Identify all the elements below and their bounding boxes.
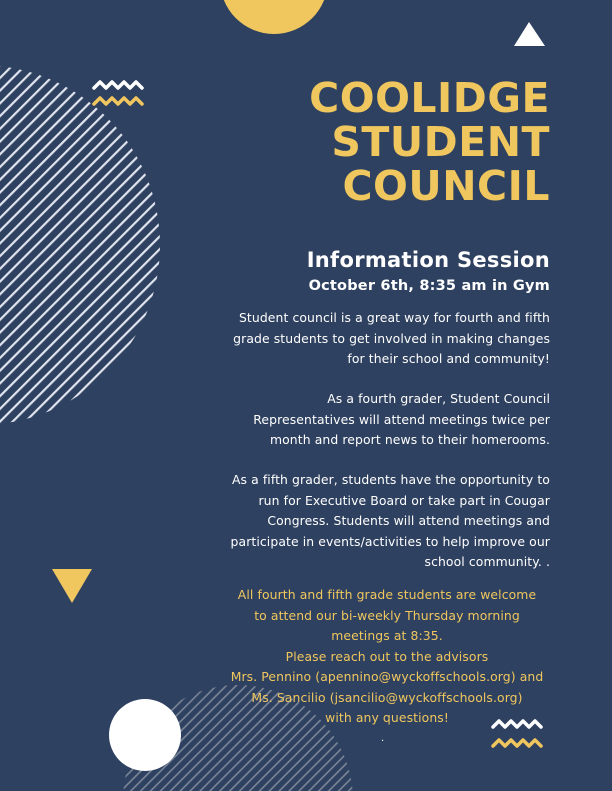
advisor-email-sancilio: Ms. Sancilio (jsancilio@wyckoffschools.org)	[251, 689, 523, 705]
text-line: school community. .	[424, 554, 550, 569]
paragraph-intro	[233, 308, 550, 370]
advisor-email-pennino: Mrs. Pennino (apennino@wyckoffschools.org) and	[230, 669, 544, 684]
text-line: All fourth and fifth grade students are welcome	[237, 587, 537, 602]
text-line: grade students to get involved in making changes	[233, 330, 550, 346]
left-yellow-triangle	[52, 569, 92, 603]
title-line-1: COOLIDGE	[309, 74, 550, 122]
paragraph-fifth-grade	[231, 470, 550, 573]
text-line: for their school and community!	[347, 351, 550, 366]
text-line: meetings at 8:35.	[331, 628, 443, 643]
text-line: As a fourth grader, Student Council	[327, 391, 550, 406]
top-yellow-circle	[220, 0, 328, 34]
trailing-mark: .	[381, 733, 385, 744]
bottom-white-circle	[109, 699, 181, 771]
text-line: with any questions!	[325, 710, 449, 725]
text-line: Please reach out to the advisors	[285, 648, 489, 664]
info-session-date: October 6th, 8:35 am in Gym	[308, 278, 550, 294]
text-line: As a fifth grader, students have the opportunity to	[231, 472, 550, 487]
left-striped-circle	[0, 60, 170, 440]
title-line-2: STUDENT	[331, 118, 550, 166]
top-left-zigzags	[94, 82, 142, 104]
paragraph-fourth-grade	[253, 389, 550, 451]
text-line: to attend our bi-weekly Thursday morning	[254, 607, 520, 623]
text-line: Representatives will attend meetings twice per	[253, 411, 550, 427]
top-right-triangle	[514, 22, 545, 46]
flyer-title	[309, 76, 550, 208]
text-line: Congress. Students will attend meetings and	[267, 513, 550, 528]
text-line: run for Executive Board or take part in Cougar	[258, 492, 550, 508]
text-line: participate in events/activities to help improve our	[230, 533, 550, 549]
info-session-heading: Information Session	[306, 248, 550, 272]
text-line: Student council is a great way for fourth and fifth	[238, 310, 550, 325]
closing-invitation	[210, 585, 564, 729]
title-line-3: COUNCIL	[342, 162, 550, 210]
text-line: month and report news to their homerooms.	[269, 432, 550, 447]
